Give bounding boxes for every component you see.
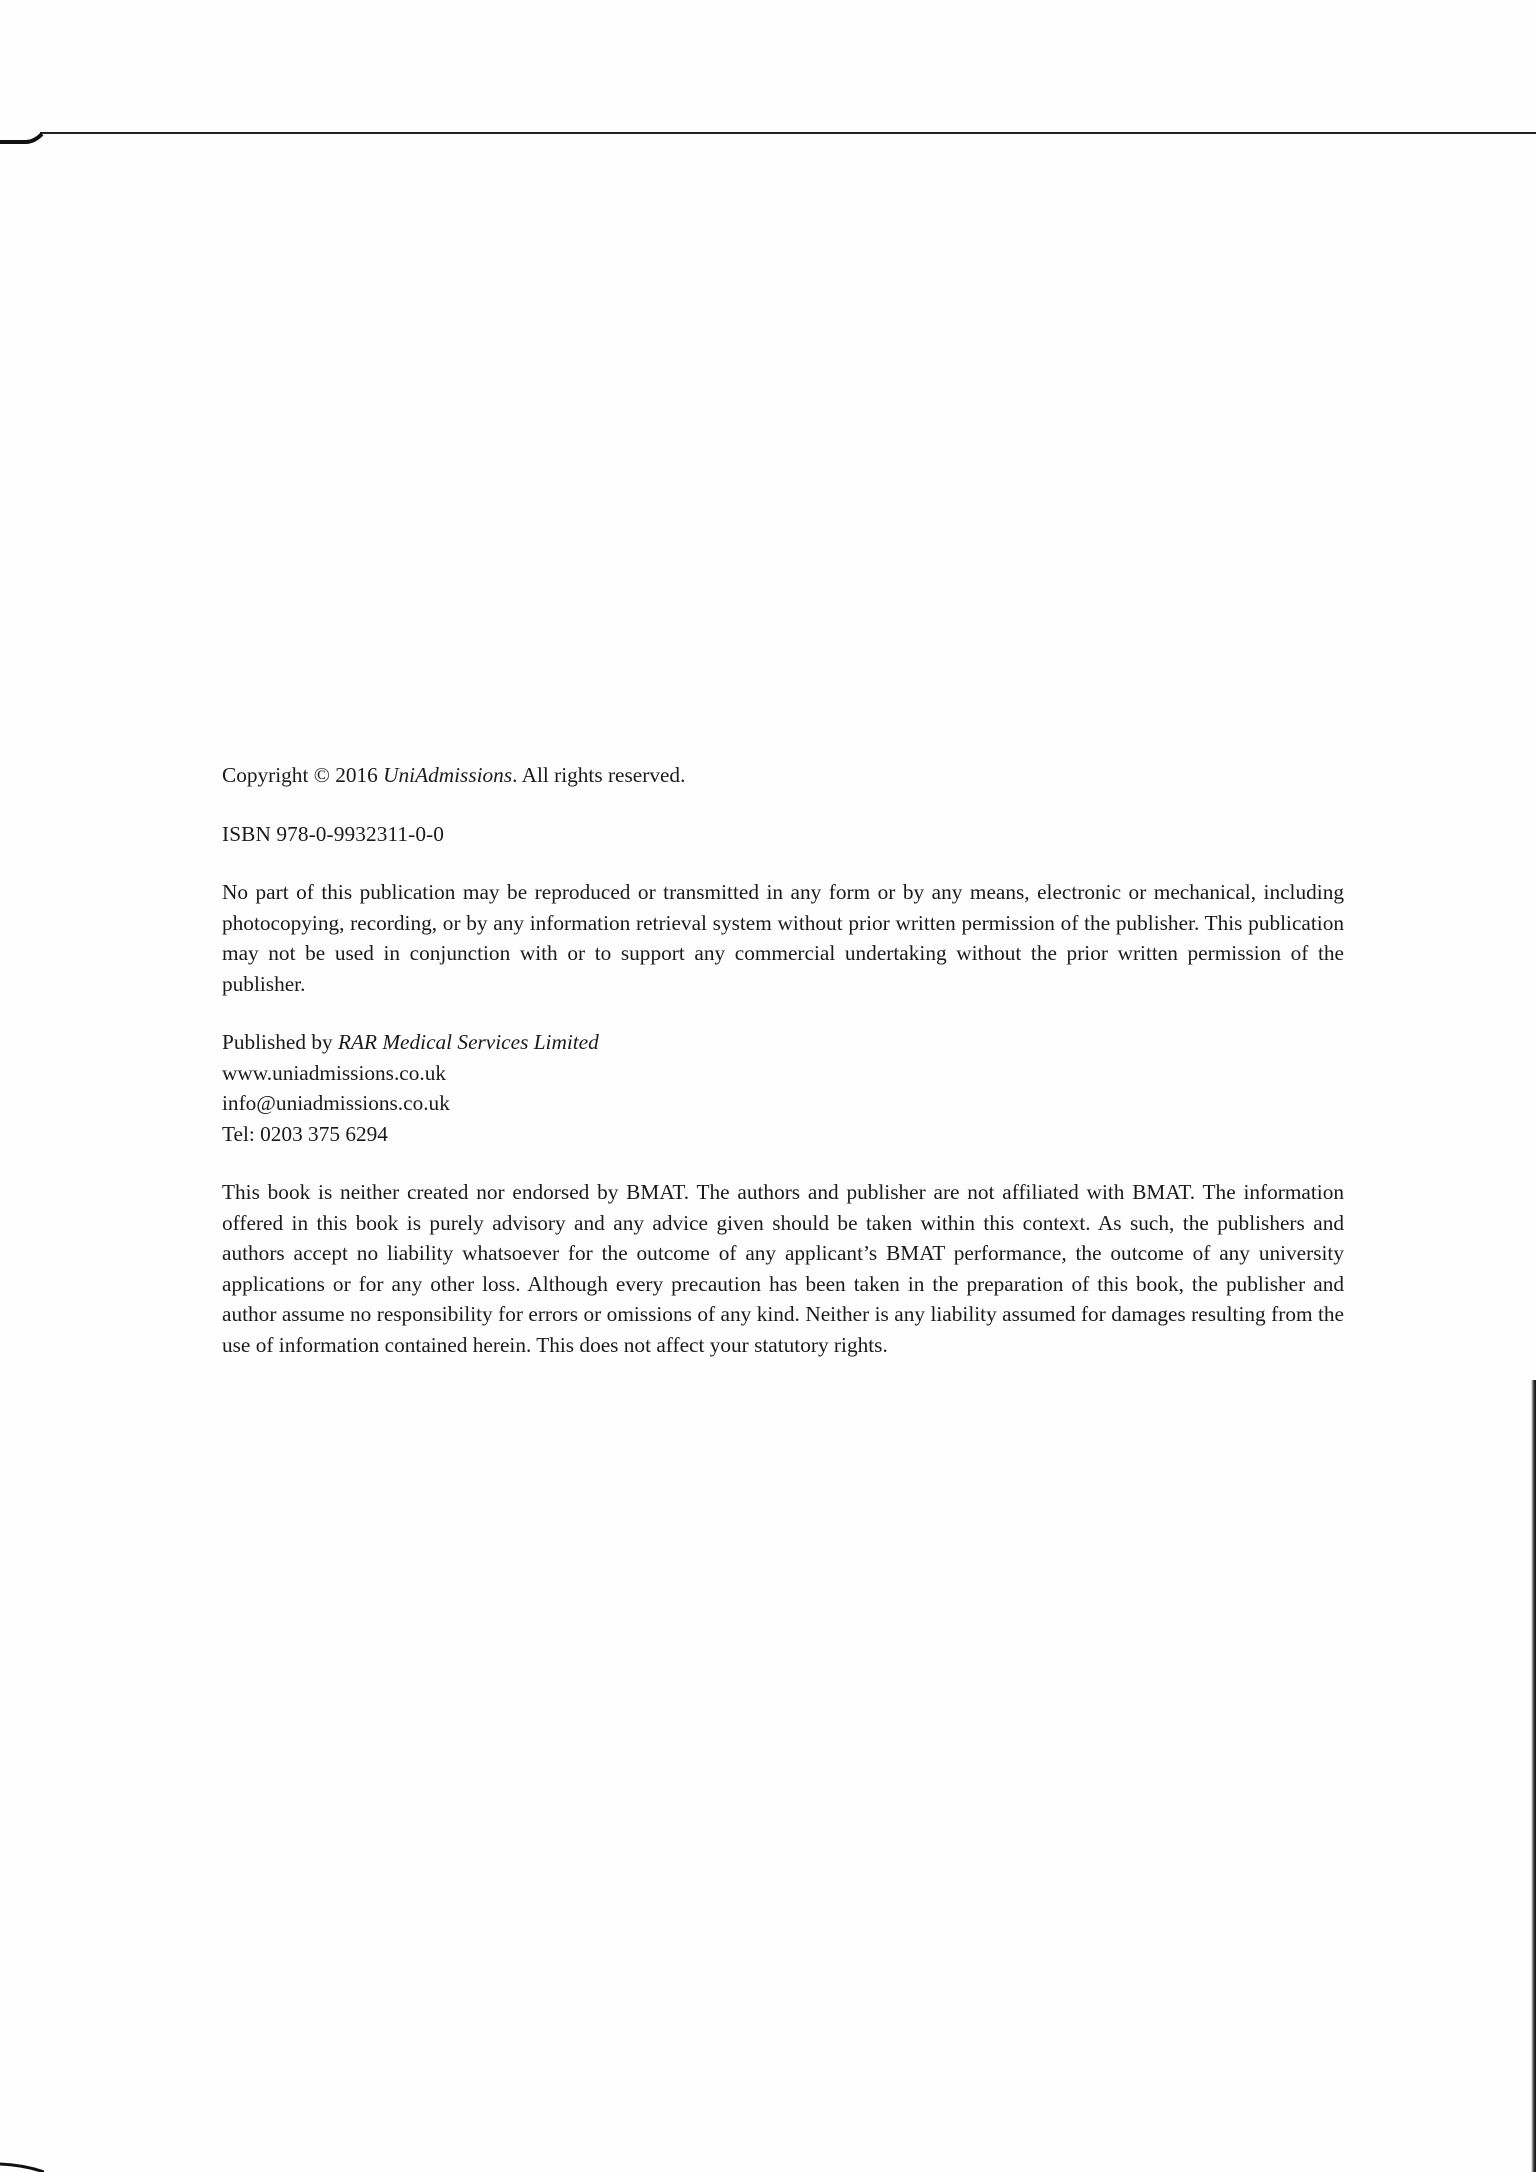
disclaimer: This book is neither created nor endorsed by BMAT. The authors and publisher are not affiliated with BMAT. The information offered in this book is purely advisory and any advice given should be taken within this context. As such, the publishers and authors accept no liability whatsoever for the outcome of any applicant’s BMAT performance, the outcome of any university applications or for any other loss. Although every precaution has been taken in the preparation of this book, the publisher and author assume no responsibility for errors or omissions of any kind. Neither is any liability assumed for damages resulting from the use of information contained herein. This does not affect your statutory rights. <box>222 1180 1344 1357</box>
scan-bottom-corner-curve <box>0 2160 44 2172</box>
publisher-name: RAR Medical Services Limited <box>337 1030 599 1054</box>
publisher-website: www.uniadmissions.co.uk <box>222 1060 447 1085</box>
scan-corner-curve <box>0 128 48 152</box>
copyright-company: UniAdmissions <box>383 763 513 787</box>
scan-top-border-line <box>40 132 1536 134</box>
copyright-prefix: Copyright © 2016 <box>222 763 384 787</box>
scan-right-edge-shadow <box>1531 1380 1536 2172</box>
rights-notice: No part of this publication may be reproduced or transmitted in any form or by any means, electronic or mechanical, including photocopying, recording, or by any information retrieval system without prior written permission of the publisher. This publication may not be used in conjunction with or to support any commercial undertaking without the prior written permission of the publisher. <box>222 880 1344 996</box>
isbn: ISBN 978-0-9932311-0-0 <box>222 821 445 846</box>
publisher-tel: Tel: 0203 375 6294 <box>222 1121 388 1146</box>
publisher-block <box>222 1027 1344 1149</box>
copyright-page-content <box>222 760 1344 1388</box>
copyright-suffix: . All rights reserved. <box>512 763 686 787</box>
publisher-email: info@uniadmissions.co.uk <box>222 1091 450 1115</box>
publisher-prefix: Published by <box>222 1030 338 1054</box>
publisher-line <box>222 1027 1344 1058</box>
copyright-line <box>222 760 1344 791</box>
